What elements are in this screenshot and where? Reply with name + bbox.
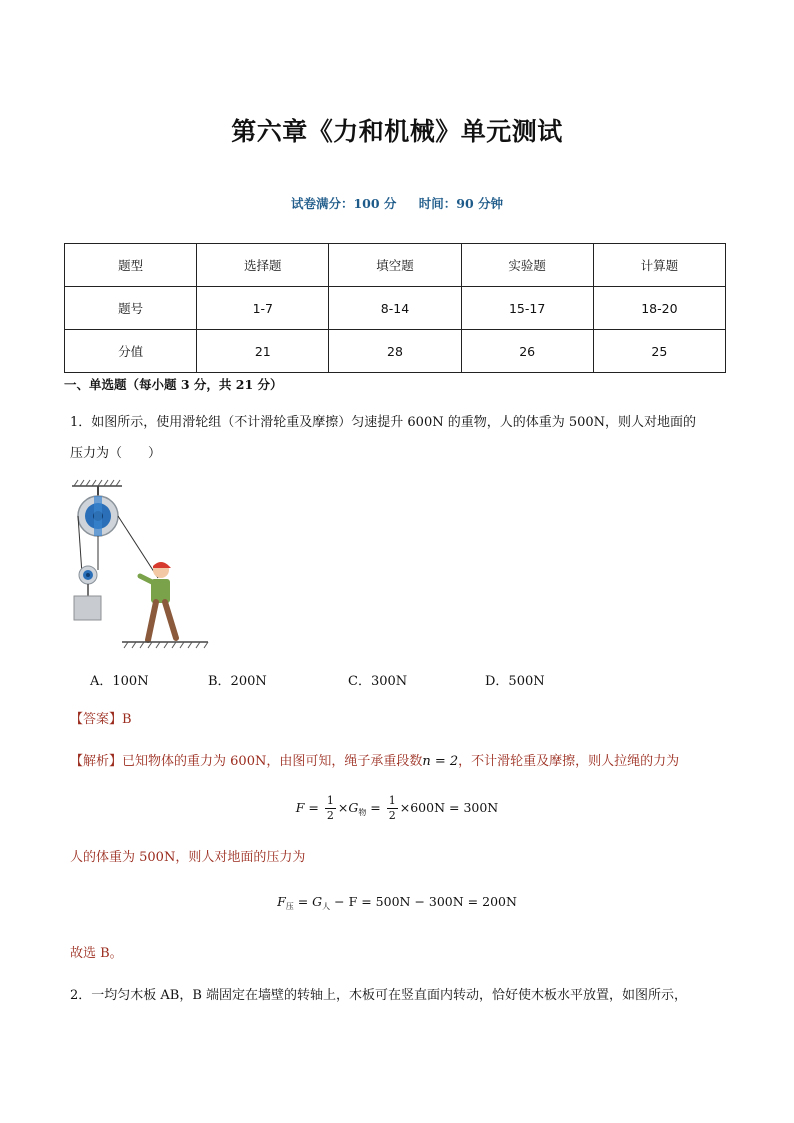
table-cell: 实验题 xyxy=(461,244,593,287)
movable-pulley xyxy=(79,566,97,584)
page-title: 第六章《力和机械》单元测试 xyxy=(231,117,563,146)
table-cell: 21 xyxy=(197,330,329,373)
table-cell: 计算题 xyxy=(593,244,725,287)
table-cell: 题型 xyxy=(65,244,197,287)
analysis-variable: n = 2 xyxy=(422,754,459,769)
table-cell: 1-7 xyxy=(197,287,329,330)
analysis-label: 【解析】 xyxy=(70,754,123,769)
table-cell: 28 xyxy=(329,330,461,373)
fixed-pulley xyxy=(78,496,118,536)
fraction-half: $\frac{1}{2}$ xyxy=(326,794,334,822)
option-b: B．200N xyxy=(208,674,267,689)
table-cell: 填空题 xyxy=(329,244,461,287)
option-c: C．300N xyxy=(348,674,408,689)
table-cell: 选择题 xyxy=(197,244,329,287)
ceiling xyxy=(72,480,122,486)
exam-info xyxy=(0,194,794,212)
formula-2: $F_压 = G_人 - F = 500N - 300N = 200N$ xyxy=(277,894,517,911)
answer-label: 【答案】 xyxy=(70,712,123,727)
table-row xyxy=(65,287,726,330)
table-cell: 题号 xyxy=(65,287,197,330)
option-d: D．500N xyxy=(485,674,545,689)
table-cell: 18-20 xyxy=(593,287,725,330)
table-cell: 8-14 xyxy=(329,287,461,330)
full-score: 试卷满分：100 分 xyxy=(290,196,397,211)
score-table xyxy=(64,243,726,373)
formula-1-rhs: ×600N = 300N xyxy=(399,800,499,815)
ground xyxy=(122,642,208,648)
answer-line xyxy=(70,711,132,729)
analysis-text: 已知物体的重力为 600N，由图可知，绳子承重段数 xyxy=(122,754,423,769)
question-2-line-1: 2．一均匀木板 AB，B 端固定在墙壁的转轴上，木板可在竖直面内转动，恰好使木板水平放置，如图所示， xyxy=(70,988,688,1003)
section-heading: 一、单选题（每小题 3 分，共 21 分） xyxy=(64,377,283,392)
formula-1-lhs: F = xyxy=(295,800,319,815)
exam-time: 时间：90 分钟 xyxy=(418,196,504,211)
pulley-figure xyxy=(70,478,210,650)
analysis-line xyxy=(70,753,679,771)
conclusion: 故选 B。 xyxy=(70,946,123,961)
analysis-text-end: ，不计滑轮重及摩擦，则人拉绳的力为 xyxy=(458,754,680,769)
table-cell: 分值 xyxy=(65,330,197,373)
weight-block xyxy=(74,596,101,620)
question-1-line-1: 1．如图所示，使用滑轮组（不计滑轮重及摩擦）匀速提升 600N 的重物，人的体重为 500N，则人对地面的 xyxy=(70,415,697,430)
table-cell: 26 xyxy=(461,330,593,373)
table-row xyxy=(65,330,726,373)
answer-value: B xyxy=(122,712,132,727)
analysis-text-2: 人的体重为 500N，则人对地面的压力为 xyxy=(70,850,306,865)
table-cell: 25 xyxy=(593,330,725,373)
table-row xyxy=(65,244,726,287)
option-a: A．100N xyxy=(90,674,149,689)
question-1-line-2: 压力为（ ） xyxy=(70,446,162,461)
table-cell: 15-17 xyxy=(461,287,593,330)
fraction-half-2: $\frac{1}{2}$ xyxy=(388,794,396,822)
formula-1: F = $\frac{1}{2}$ $\times G_物$ = $\frac{1}{2}$ ×600N = 300N xyxy=(295,794,499,822)
person-figure xyxy=(140,562,176,640)
